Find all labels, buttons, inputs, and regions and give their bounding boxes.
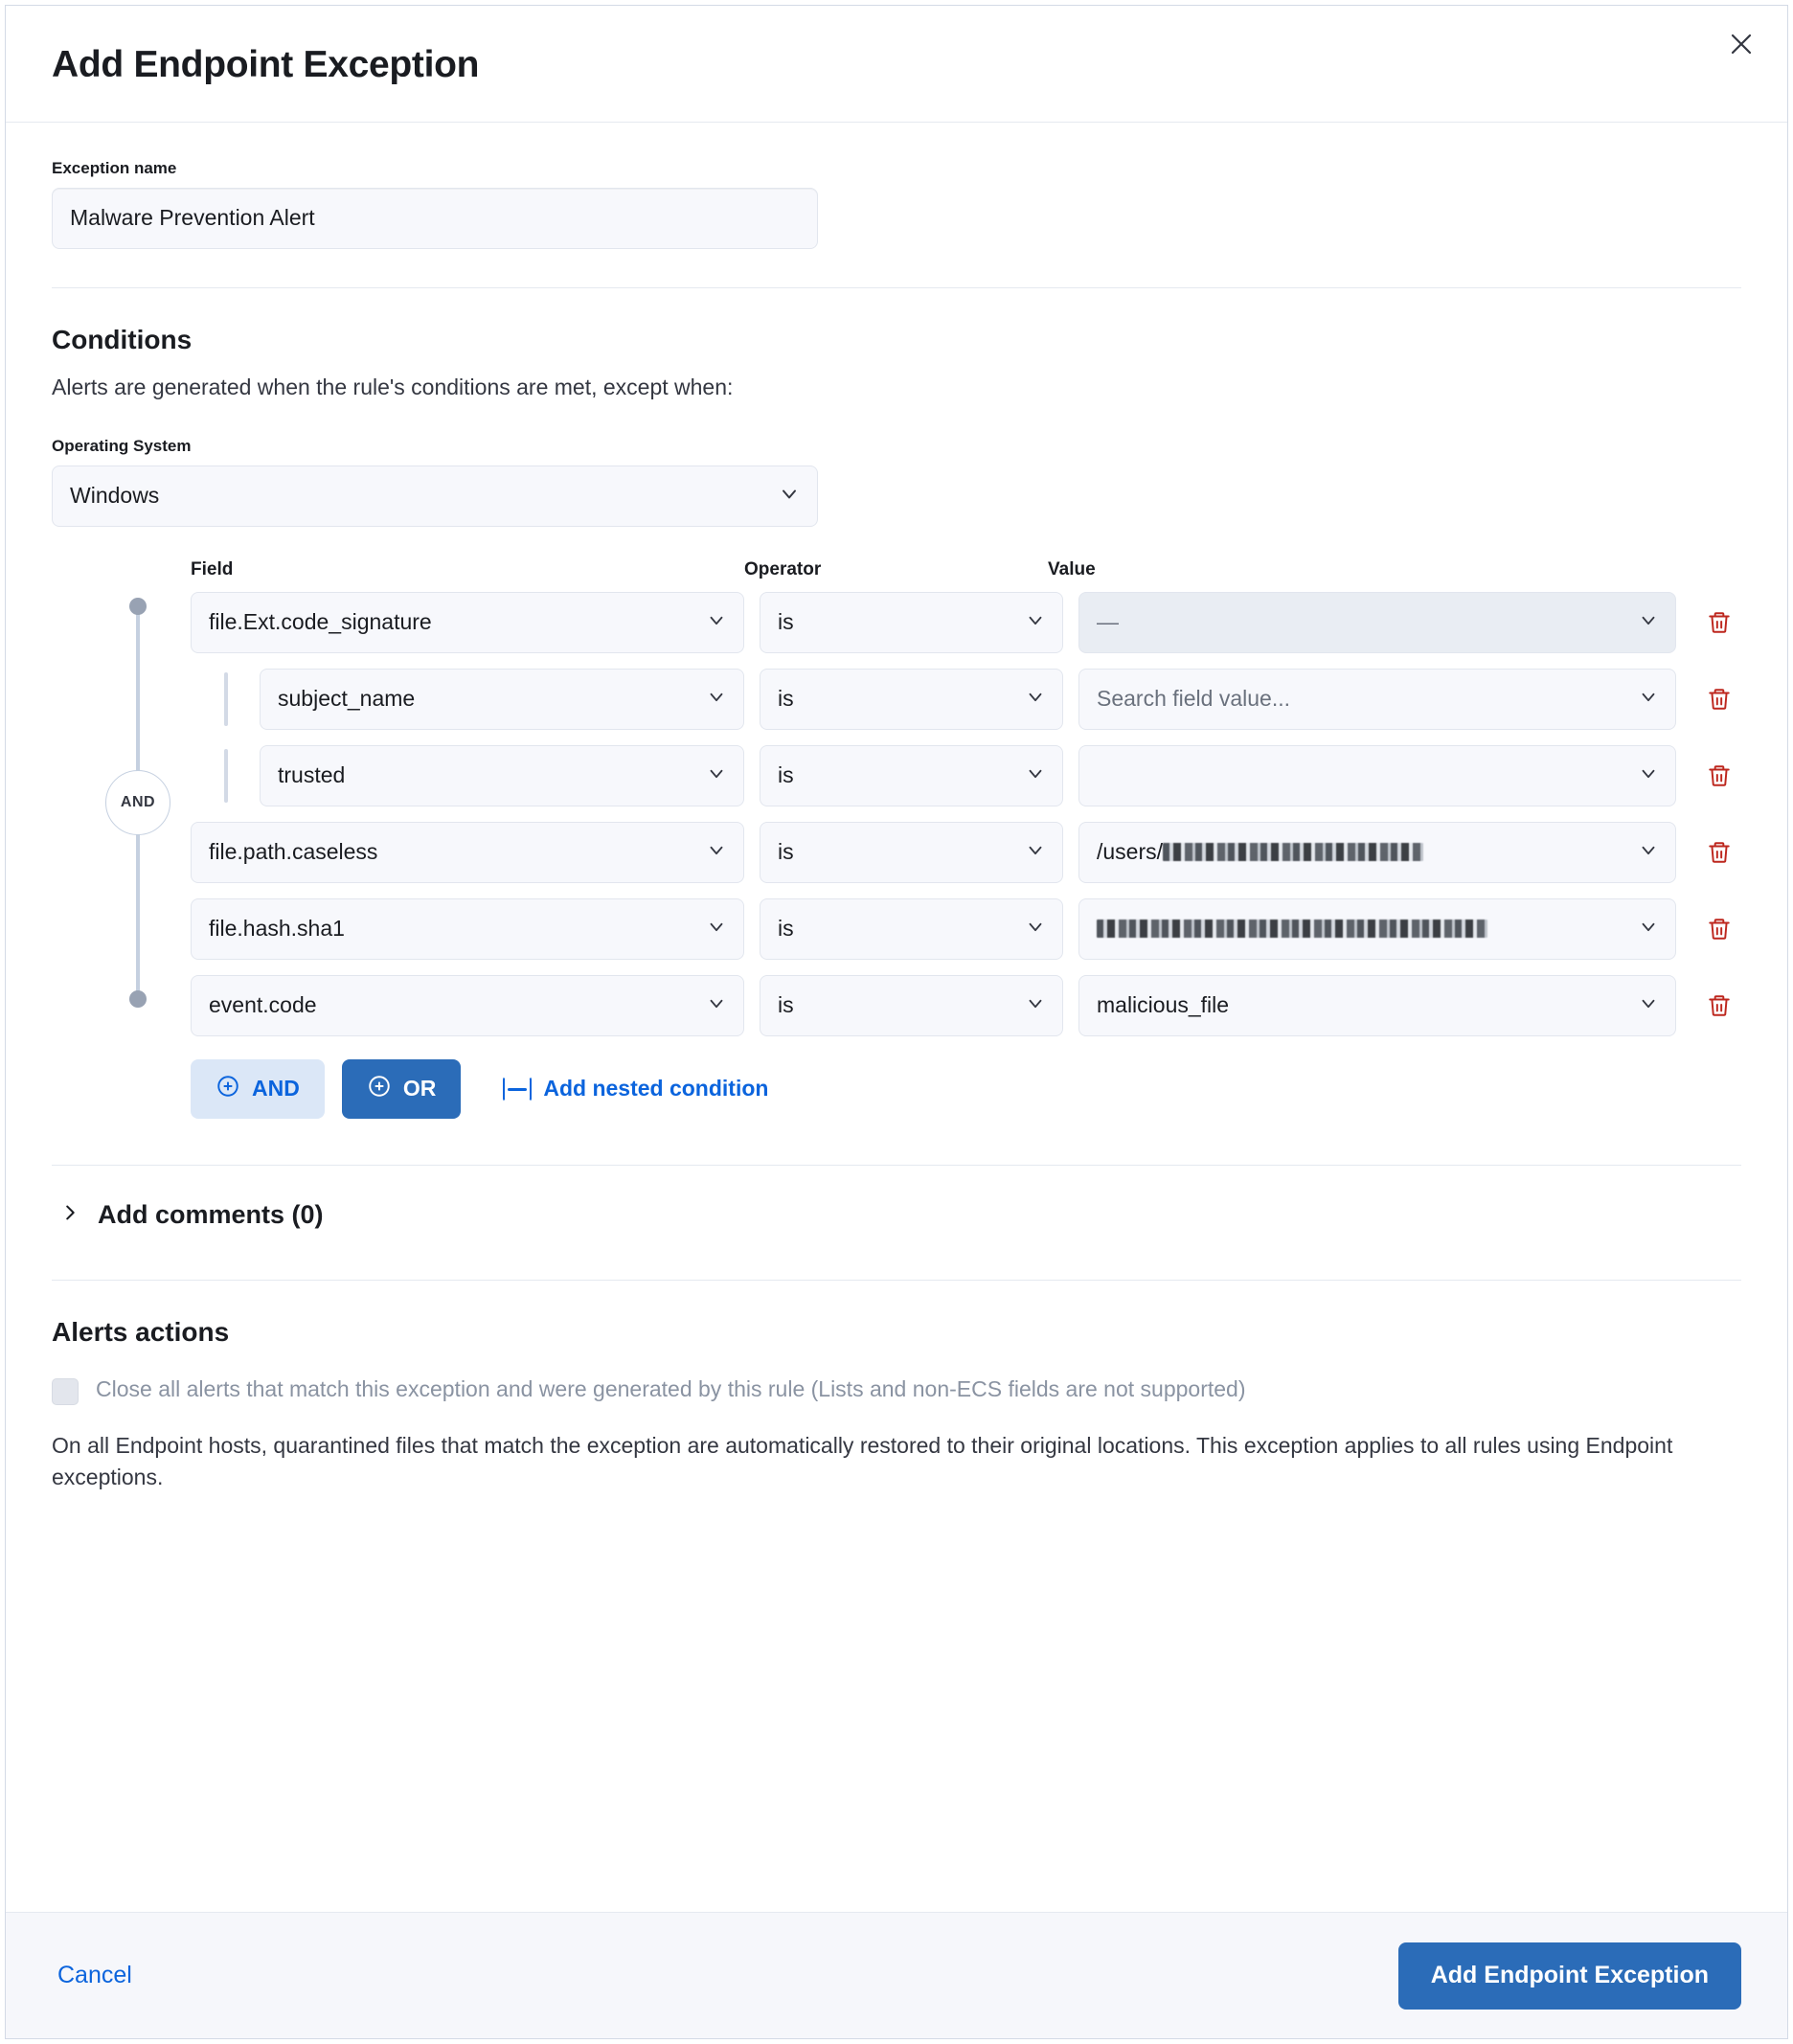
close-icon[interactable] <box>1720 23 1762 65</box>
condition-field-value: trusted <box>278 762 346 788</box>
condition-field-select[interactable] <box>260 745 744 806</box>
nested-rail <box>224 672 228 726</box>
condition-field-select[interactable] <box>191 975 744 1036</box>
add-endpoint-exception-flyout <box>5 5 1788 2039</box>
condition-field-value: file.path.caseless <box>209 839 378 865</box>
condition-field-value: subject_name <box>278 686 416 712</box>
add-and-label: AND <box>252 1076 300 1101</box>
add-comments-toggle[interactable] <box>59 1200 1741 1230</box>
close-alerts-checkbox[interactable] <box>52 1378 79 1405</box>
trash-icon[interactable] <box>1697 609 1741 636</box>
add-nested-label: Add nested condition <box>543 1076 769 1101</box>
column-header-value: Value <box>1048 558 1096 579</box>
condition-column-headers <box>191 559 1741 580</box>
condition-value-text: malicious_file <box>1097 992 1230 1018</box>
condition-value-text: /users/ <box>1097 839 1164 865</box>
condition-operator-value: is <box>778 609 794 635</box>
close-alerts-label: Close all alerts that match this exception and were generated by this rule (Lists and non-ECS fields are not supported) <box>96 1375 1246 1401</box>
exception-name-input[interactable] <box>52 188 818 249</box>
os-label: Operating System <box>52 436 192 455</box>
add-or-label: OR <box>402 1076 437 1101</box>
condition-operator-select[interactable] <box>760 975 1063 1036</box>
condition-field-value: file.Ext.code_signature <box>209 609 432 635</box>
and-group-badge: AND <box>105 770 170 835</box>
condition-operator-value: is <box>778 762 794 788</box>
flyout-body <box>6 123 1787 1912</box>
column-header-field: Field <box>191 558 234 579</box>
condition-value-text: — <box>1097 609 1119 635</box>
condition-row <box>191 592 1741 653</box>
condition-operator-select[interactable] <box>760 745 1063 806</box>
condition-value-text: Search field value... <box>1097 686 1291 712</box>
close-alerts-checkbox-row[interactable] <box>52 1374 1741 1405</box>
trash-icon[interactable] <box>1697 916 1741 943</box>
condition-operator-select[interactable] <box>760 592 1063 653</box>
condition-value-select[interactable] <box>1078 745 1676 806</box>
condition-field-select[interactable] <box>191 822 744 883</box>
condition-value-select[interactable] <box>1078 975 1676 1036</box>
condition-value-select[interactable] <box>1078 669 1676 730</box>
condition-row-nested <box>191 669 1741 730</box>
condition-field-select[interactable] <box>260 669 744 730</box>
nested-condition-icon <box>503 1077 532 1101</box>
rail-dot-bottom <box>129 990 147 1008</box>
divider-comments <box>52 1165 1741 1166</box>
condition-value-select[interactable] <box>1078 898 1676 960</box>
plus-circle-icon <box>216 1074 240 1104</box>
condition-row-nested <box>191 745 1741 806</box>
trash-icon[interactable] <box>1697 839 1741 866</box>
cancel-button[interactable]: Cancel <box>52 1961 138 1990</box>
condition-operator-select[interactable] <box>760 669 1063 730</box>
condition-operator-value: is <box>778 992 794 1018</box>
condition-row <box>191 898 1741 960</box>
condition-value-select <box>1078 592 1676 653</box>
rail-dot-top <box>129 598 147 615</box>
condition-field-value: file.hash.sha1 <box>209 916 345 942</box>
condition-row <box>191 975 1741 1036</box>
condition-operator-select[interactable] <box>760 822 1063 883</box>
divider-alerts <box>52 1280 1741 1281</box>
column-header-operator: Operator <box>744 558 822 579</box>
condition-value-select[interactable] <box>1078 822 1676 883</box>
condition-field-select[interactable] <box>191 898 744 960</box>
flyout-header <box>6 6 1787 123</box>
flyout-footer <box>6 1912 1787 2038</box>
redacted-value <box>1163 843 1423 861</box>
chevron-right-icon <box>59 1200 80 1230</box>
os-select[interactable] <box>52 466 818 527</box>
endpoint-restore-note: On all Endpoint hosts, quarantined files that match the exception are automatically restored to their original locations. This exception applies to all rules using Endpoint exceptions. <box>52 1432 1673 1490</box>
add-endpoint-exception-button[interactable]: Add Endpoint Exception <box>1398 1942 1741 2010</box>
exception-name-label: Exception name <box>52 158 177 177</box>
divider-top <box>52 287 1741 288</box>
condition-field-value: event.code <box>209 992 317 1018</box>
nested-rail <box>224 749 228 803</box>
add-or-button[interactable] <box>342 1059 462 1119</box>
trash-icon[interactable] <box>1697 992 1741 1019</box>
condition-operator-select[interactable] <box>760 898 1063 960</box>
condition-operator-value: is <box>778 686 794 712</box>
trash-icon[interactable] <box>1697 762 1741 789</box>
condition-operator-value: is <box>778 839 794 865</box>
add-nested-condition-button[interactable] <box>478 1059 793 1119</box>
os-select-value: Windows <box>70 483 160 509</box>
condition-builder <box>52 559 1741 1119</box>
condition-row <box>191 822 1741 883</box>
condition-field-select[interactable] <box>191 592 744 653</box>
and-group-rail <box>120 602 156 1004</box>
add-comments-label: Add comments (0) <box>98 1199 324 1229</box>
alerts-actions-title: Alerts actions <box>52 1316 230 1347</box>
page-title: Add Endpoint Exception <box>52 44 480 85</box>
conditions-description: Alerts are generated when the rule's conditions are met, except when: <box>52 374 734 399</box>
add-and-button[interactable] <box>191 1059 325 1119</box>
trash-icon[interactable] <box>1697 686 1741 713</box>
logic-buttons <box>191 1059 1741 1119</box>
condition-operator-value: is <box>778 916 794 942</box>
conditions-title: Conditions <box>52 324 193 354</box>
plus-circle-icon <box>367 1074 392 1104</box>
redacted-value <box>1097 920 1487 938</box>
os-select-wrapper <box>52 466 818 527</box>
